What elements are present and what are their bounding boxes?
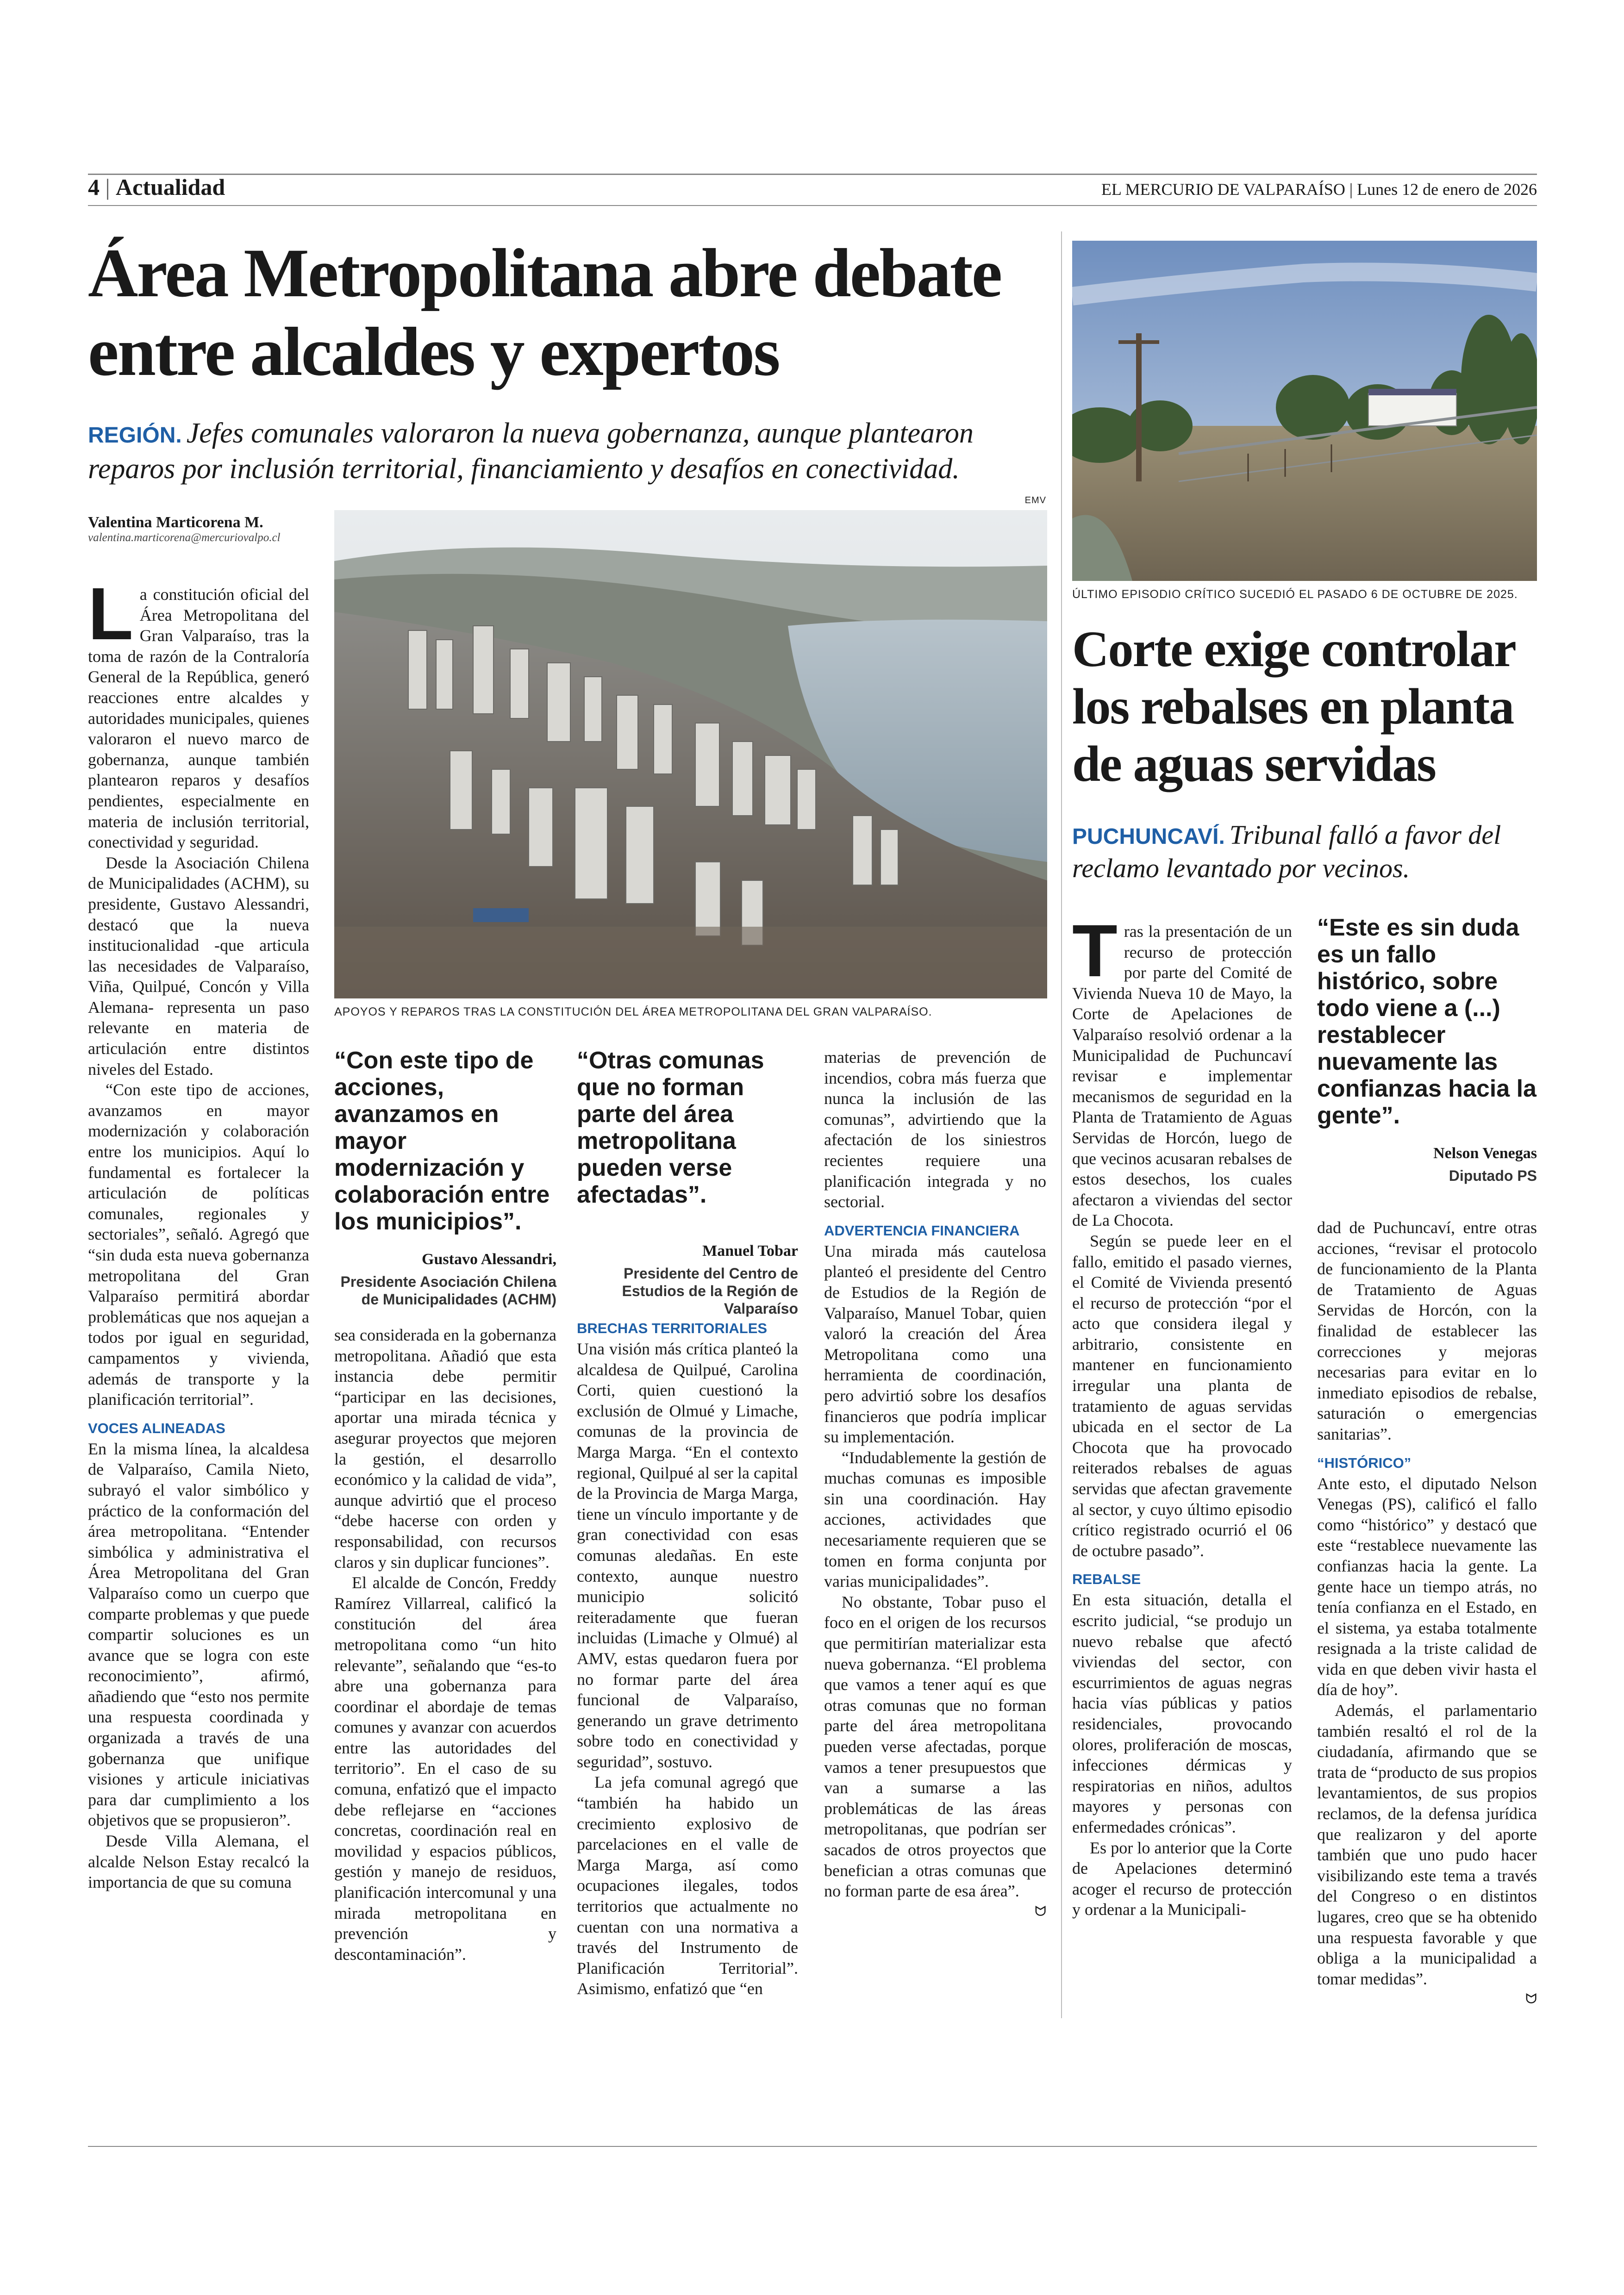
dropcap-l: L bbox=[88, 572, 133, 655]
subhead-advertencia: ADVERTENCIA FINANCIERA bbox=[824, 1222, 1020, 1239]
side-column-1 bbox=[1072, 909, 1292, 1920]
side-col1-para-3: En esta situación, detalla el escrito judicial, “se produjo un nuevo rebalse que afectó viviendas del sector, con escurrimientos de aguas negras hacia vías públicas y patios residenciales, provocando olores, proliferación de moscas, infecciones dérmicas y respiratorias en niños, adultos mayores y personas con enfermedades crónicas”. bbox=[1072, 1590, 1292, 1836]
side-col1-para-4: Es por lo anterior que la Corte de Apelaciones determinó acoger el recurso de protección y ordenar a la Municipali- bbox=[1072, 1838, 1292, 1919]
side-lead bbox=[1072, 819, 1537, 884]
end-mark-main: ᗢ bbox=[1035, 1903, 1046, 1920]
header-rule bbox=[88, 205, 1537, 206]
main-kicker: REGIÓN. bbox=[88, 423, 182, 448]
top-rule bbox=[88, 174, 1537, 175]
side-column-2 bbox=[1317, 1217, 1537, 2010]
quote1-role: Presidente Asociación Chilena de Municipalidades (ACHM) bbox=[340, 1273, 556, 1308]
side-col2-para-1: dad de Puchuncaví, entre otras acciones, “revisar el protocolo de funcionamiento de la Planta de Tratamiento de Aguas Servidas de Horcón, con la finalidad de establecer las correcciones y mejoras necesarias para evitar en lo inmediato episodios de rebalse, saturación o emergencias sanitarias”. bbox=[1317, 1218, 1537, 1443]
headline-line-2: entre alcaldes y expertos bbox=[88, 313, 779, 390]
main-column-3 bbox=[577, 1318, 798, 1999]
side-col1-para-2: Según se puede leer en el fallo, emitido el pasado viernes, el Comité de Vivienda presentó el recurso de protección “por el acto que considera ilegal y arbitrario, consistente en mantener en funcionamiento irregular una planta de tratamiento de aguas servidas ubicada en el sector de La Chocota que ha provocado reiterados rebalses de aguas servidas que afectan gravemente al sector, y cuyo último episodio crítico registrado ocurrió el 06 de octubre pasado”. bbox=[1072, 1231, 1292, 1560]
quote2-text: “Otras comunas que no forman parte del área metropolitana pueden verse afectadas”. bbox=[577, 1047, 764, 1208]
side-quote-name: Nelson Venegas bbox=[1433, 1145, 1537, 1162]
subhead-rebalse: REBALSE bbox=[1072, 1571, 1141, 1588]
side-col2-para-3: Además, el parlamentario también resaltó el rol de la ciudadanía, afirmando que se trata de “producto de sus propios levantamientos, de sus propios reclamos, de la defensa jurídica que realizaron y del aporte también que uno pudo hacer visibilizando este tema a través del Congreso o en distintos lugares, creo que se ha obtenido una respuesta favorable y que obliga a la municipalidad a tomar medidas”. bbox=[1317, 1701, 1537, 1988]
col3-para-2: La jefa comunal agregó que “también ha habido un crecimiento explosivo de parcelaciones en el valle de Marga Marga, así como ocupaciones ilegales, todos territorios que actualmente no cuentan con una normativa a través del Instrumento de Planificación Territorial”. Asimismo, enfatizó que “en bbox=[577, 1773, 798, 1998]
subhead-historico: “HISTÓRICO” bbox=[1317, 1454, 1412, 1471]
quote2-name: Manuel Tobar bbox=[702, 1242, 798, 1260]
side-lead-text: Tribunal falló a favor del reclamo levantado por vecinos. bbox=[1072, 820, 1501, 883]
bottom-rule bbox=[88, 2146, 1537, 2147]
col4-para-1: Una mirada más cautelosa planteó el presidente del Centro de Estudios de la Región de Valparaíso, Manuel Tobar, quien valoró la creación del Área Metropolitana como una herramienta de coordinación, pero advirtió sobre los desafíos financieros que podría implicar su implementación. bbox=[824, 1241, 1046, 1447]
main-column-1 bbox=[88, 572, 309, 1893]
quote1-text: “Con este tipo de acciones, avanzamos en mayor modernización y colaboración entre los municipios”. bbox=[334, 1047, 550, 1235]
pull-quote-venegas bbox=[1317, 914, 1537, 1185]
col2-para-2: El alcalde de Concón, Freddy Ramírez Villarreal, calificó la constitución del área metropolitana como “un hito relevante”, señalando que “es-to abre una gobernanza para coordinar el abordaje de temas comunes y avanzar con acuerdos entre las autoridades del territorio”. En el caso de su comuna, enfatizó que el impacto debe reflejarse en “acciones concretas, coordinación real en movilidad y espacios públicos, gestión y manejo de residuos, planificación intercomunal y una mirada metropolitana en prevención y descontaminación”. bbox=[334, 1573, 556, 1964]
col1-para-2: Desde la Asociación Chilena de Municipalidades (ACHM), su presidente, Gustavo Alessandri, destacó que la nueva institucionalidad -que articula las necesidades de Valparaíso, Viña, Quilpué, Concón y Villa Alemana- representa un paso relevante en materia de articulación entre distintos niveles del Estado. bbox=[88, 853, 309, 1079]
side-col2-para-2: Ante esto, el diputado Nelson Venegas (PS), calificó el fallo como “histórico” y destacó que este “restablece nuevamente las confianzas hacia la gente. La gente hace un tiempo atrás, no tenía confianza en el Estado, en el sistema, ya estaba totalmente resignada a la triste calidad de vida en que deben vivir hasta el día de hoy”. bbox=[1317, 1474, 1537, 1699]
col3-para-1: Una visión más crítica planteó la alcaldesa de Quilpué, Carolina Corti, quien cuestionó la exclusión de Olmué y Limache, comunas de la provincia de Marga Marga. “En el contexto regional, Quilpué al ser la capital de la Provincia de Marga Marga, tiene un vínculo importante y de gran conectividad con esas comunas aledañas. En este contexto, aunque nuestro municipio solicitó reiteradamente que fueran incluidas (Limache y Olmué) al AMV, estas quedaron fuera por no formar parte del área funcional de Valparaíso, generando un grave detrimento sobre todo en conectividad y seguridad”, sostuvo. bbox=[577, 1340, 798, 1771]
main-headline bbox=[88, 234, 1060, 391]
main-lead bbox=[88, 417, 1051, 486]
section-name: Actualidad bbox=[116, 174, 225, 200]
subhead-brechas: BRECHAS TERRITORIALES bbox=[577, 1320, 768, 1336]
col4-para-2: “Indudablemente la gestión de muchas comunas es imposible sin una coordinación. Hay acciones, actividades que necesariamente requieren que se tomen en forma conjunta por varias municipalidades”. bbox=[824, 1448, 1046, 1591]
side-headline bbox=[1072, 620, 1537, 792]
col1-para-4: En la misma línea, la alcaldesa de Valparaíso, Camila Nieto, subrayó el valor simbólico y práctico de la conformación del área metropolitana. “Entender simbólica y administrativa el Área Metropolitana del Gran Valparaíso como un cuerpo que comparte problemas y que puede compartir soluciones es un avance que se logra con este reconocimiento”, afirmó, añadiendo que “esto nos permite una respuesta coordinada y organizada a través de una gobernanza que unifique visiones y articule iniciativas para dar cumplimiento a los objetivos que se propusieron”. bbox=[88, 1439, 309, 1830]
side-headline-line-3: de aguas servidas bbox=[1072, 736, 1436, 792]
col1-para-1 bbox=[88, 572, 309, 853]
page-number: 4 bbox=[88, 174, 100, 200]
col1-para-5: Desde Villa Alemana, el alcalde Nelson Estay recalcó la importancia de que su comuna bbox=[88, 1832, 309, 1892]
quote1-name: Gustavo Alessandri, bbox=[422, 1251, 556, 1268]
side-headline-line-1: Corte exige controlar bbox=[1072, 621, 1516, 677]
pull-quote-tobar bbox=[577, 1047, 798, 1317]
subhead-voces-alineadas: VOCES ALINEADAS bbox=[88, 1420, 225, 1436]
pull-quote-alessandri bbox=[334, 1047, 556, 1308]
side-col1-p1-text: ras la presentación de un recurso de protección por parte del Comité de Vivienda Nueva 10 de Mayo, la Corte de Apelaciones de Valparaíso resolvió ordenar a la Municipalidad de Puchuncaví revisar e implementar mecanismos de seguridad en la Planta de Tratamiento de Aguas Servidas de Horcón, luego de que vecinos acusaran rebalses de estos desechos, los cuales afectaron a viviendas del sector de La Chocota. bbox=[1072, 922, 1292, 1230]
headline-line-1: Área Metropolitana abre debate bbox=[88, 235, 1001, 312]
col2-para-1: sea considerada en la gobernanza metropolitana. Añadió que esta instancia debe permitir “participar en las decisiones, aportar una mirada técnica y asegurar proyectos que mejoren la gestión, el desarrollo económico y la calidad de vida”, aunque advirtió que el proceso “debe hacerse con orden y responsabilidad, con recursos claros y sin duplicar funciones”. bbox=[334, 1326, 556, 1572]
author-name: Valentina Marticorena M. bbox=[88, 514, 263, 531]
end-mark-side: ᗢ bbox=[1525, 1991, 1537, 2008]
main-column-2 bbox=[334, 1325, 556, 1964]
side-kicker: PUCHUNCAVÍ. bbox=[1072, 824, 1225, 849]
main-lead-text: Jefes comunales valoraron la nueva gobernanza, aunque plantearon reparos por inclusión territorial, financiamiento y desafíos en conectividad. bbox=[88, 418, 974, 485]
col4-para-0: materias de prevención de incendios, cobra más fuerza que nunca la inclusión de las comunas”, advirtiendo que la afectación de los siniestros recientes requiere una planificación integrada y no sectorial. bbox=[824, 1048, 1046, 1211]
side-headline-line-2: los rebalses en planta bbox=[1072, 678, 1514, 735]
main-column-4 bbox=[824, 1047, 1046, 1922]
side-photo-caption: ÚLTIMO EPISODIO CRÍTICO SUCEDIÓ EL PASADO 6 DE OCTUBRE DE 2025. bbox=[1072, 588, 1518, 601]
story-divider bbox=[1061, 231, 1062, 2018]
main-photo-caption: APOYOS Y REPAROS TRAS LA CONSTITUCIÓN DEL ÁREA METROPOLITANA DEL GRAN VALPARAÍSO. bbox=[334, 1005, 932, 1018]
quote2-role: Presidente del Centro de Estudios de la Región de Valparaíso bbox=[622, 1265, 798, 1317]
photo-credit: EMV bbox=[1024, 495, 1046, 505]
side-quote-role: Diputado PS bbox=[1449, 1167, 1537, 1184]
author-email: valentina.marticorena@mercuriovalpo.cl bbox=[88, 531, 281, 544]
masthead: EL MERCURIO DE VALPARAÍSO | Lunes 12 de enero de 2026 bbox=[1101, 180, 1537, 199]
col4-para-3: No obstante, Tobar puso el foco en el origen de los recursos que permitirían materializar esta nueva gobernanza. “El problema que vamos a tener aquí es que otras comunas que no forman parte del área metropolitana pueden verse afectadas, porque vamos a tener presupuestos que van a sumarse a las problemáticas de las áreas metropolitanas, que podrían ser sacados de otros proyectos que benefician a otras comunas que no forman parte de esa área”. bbox=[824, 1592, 1046, 1901]
byline bbox=[88, 514, 329, 544]
treatment-plant-photo bbox=[1072, 241, 1537, 581]
col1-p1-text: a constitución oficial del Área Metropolitana del Gran Valparaíso, tras la toma de razón de la Contraloría General de la República, generó reacciones entre alcaldes y autoridades municipales, quienes valoraron el nuevo marco de gobernanza, aunque también plantearon reparos y desafíos pendientes, especialmente en materia de inclusión territorial, conectividad y seguridad. bbox=[88, 585, 309, 852]
col1-para-3: “Con este tipo de acciones, avanzamos en mayor modernización y colaboración entre los municipios. Aquí lo fundamental es fortalecer la articulación de políticas comunales, regionales y sectoriales”, señaló. Agregó que “sin duda esta nueva gobernanza metropolitana del Gran Valparaíso permitirá abordar problemáticas que nos aquejan a todos por igual en seguridad, campamentos y vivienda, además de transporte y la planificación territorial”. bbox=[88, 1080, 309, 1409]
dropcap-t: T bbox=[1072, 909, 1118, 992]
side-col1-para-1 bbox=[1072, 909, 1292, 1231]
city-photo bbox=[334, 510, 1047, 998]
section-header: 4 | Actualidad bbox=[88, 174, 225, 200]
side-quote-text: “Este es sin duda es un fallo histórico, sobre todo viene a (...) restablecer nuevamente las confianzas hacia la gente”. bbox=[1317, 914, 1537, 1129]
